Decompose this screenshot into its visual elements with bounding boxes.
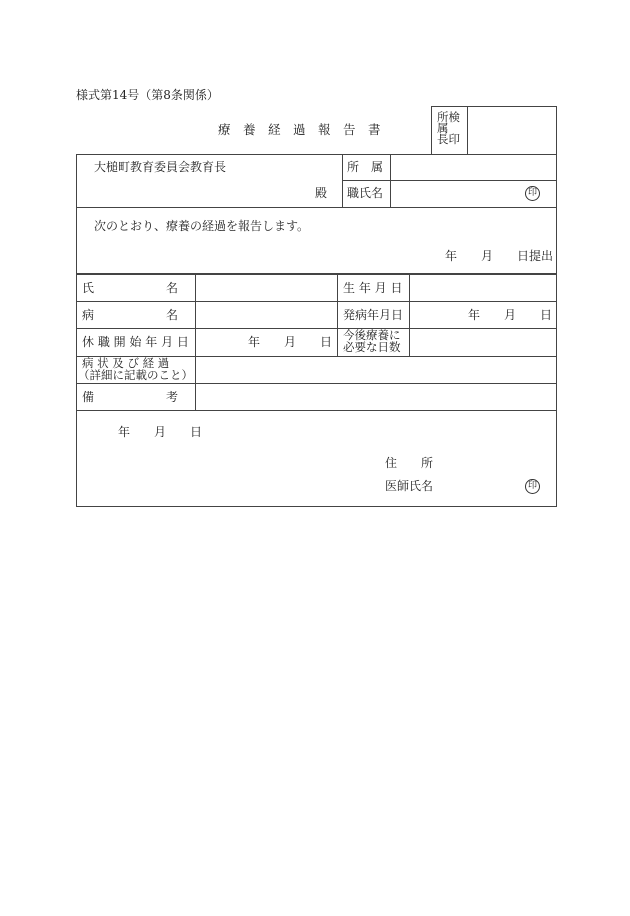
divider [409, 275, 410, 356]
remarks-label: 備 考 [82, 390, 179, 404]
days-needed-label-2: 必要な日数 [343, 340, 401, 354]
onset-date-value: 年 月 日 [468, 308, 553, 322]
doctor-address-label: 住 所 [385, 456, 434, 470]
divider [76, 383, 556, 384]
days-needed-label-1: 今後療養に [343, 328, 401, 342]
divider [467, 106, 468, 154]
approval-label-2: 属 [437, 121, 449, 135]
document-title: 療 養 経 過 報 告 書 [218, 122, 381, 137]
doctor-date: 年 月 日 [118, 425, 203, 439]
affiliation-label: 所 属 [347, 160, 384, 174]
doctor-seal-mark: 印 [525, 479, 540, 494]
divider [195, 275, 196, 410]
approval-label-3: 長印 [437, 132, 460, 146]
divider [76, 301, 556, 302]
divider [337, 275, 338, 356]
addressee: 大槌町教育委員会教育長 [94, 160, 227, 174]
condition-label-2: （詳細に記載のこと） [78, 368, 193, 382]
divider [76, 273, 556, 275]
leave-start-value: 年 月 日 [248, 335, 333, 349]
form-number: 様式第14号（第8条関係） [76, 88, 219, 102]
divider [76, 207, 556, 208]
birth-date-label: 生 年 月 日 [343, 281, 403, 295]
leave-start-label: 休 職 開 始 年 月 日 [82, 335, 189, 349]
divider [76, 328, 556, 329]
statement: 次のとおり、療養の経過を報告します。 [94, 219, 310, 233]
name-label: 氏 名 [82, 281, 179, 295]
onset-date-label: 発病年月日 [343, 308, 404, 322]
name-title-label: 職氏名 [347, 186, 384, 200]
condition-label-1: 病 状 及 び 経 過 [82, 356, 170, 370]
disease-label: 病 名 [82, 308, 179, 322]
approval-label-1: 所検 [437, 110, 460, 124]
divider [76, 410, 556, 411]
divider [342, 180, 556, 181]
seal-mark: 印 [525, 186, 540, 201]
doctor-name-label: 医師氏名 [385, 479, 434, 493]
honorific: 殿 [315, 186, 328, 200]
submission-date: 年 月 日提出 [445, 249, 554, 263]
